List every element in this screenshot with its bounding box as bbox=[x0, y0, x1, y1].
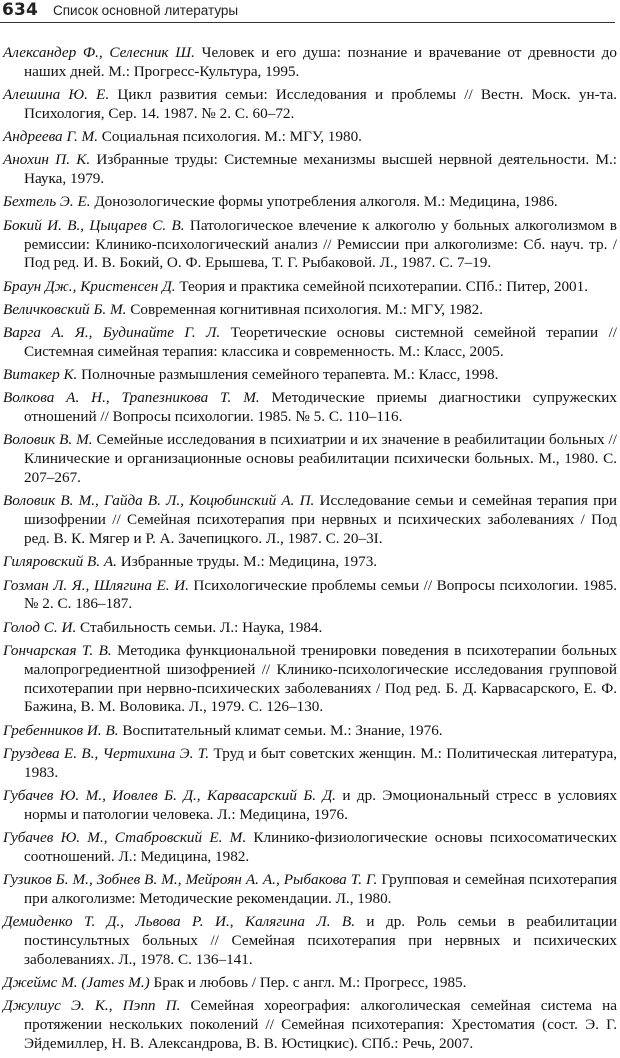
entry-authors: Величковский Б. М. bbox=[3, 300, 127, 318]
entry-text: Стабильность семьи. Л.: Наука, 1984. bbox=[76, 618, 323, 636]
page-number: 634 bbox=[2, 0, 39, 20]
entry-text: Донозологические формы употребления алкоголя. М.: Медицина, 1986. bbox=[90, 193, 558, 211]
entry-authors: Андреева Г. М. bbox=[3, 128, 98, 146]
entry-text: и др. Эмоциональный стресс в условиях нормы и патологии человека. Л.: Медицина, 1976. bbox=[24, 786, 617, 823]
entry-text: Психологические проблемы семьи // Вопросы психологии. 1985. № 2. С. 186–187. bbox=[24, 576, 618, 613]
entry-authors: Гузиков Б. М., Зобнев В. М., Мейроян А. А., Рыбакова Т. Г. bbox=[3, 871, 378, 889]
page-header bbox=[0, 0, 620, 24]
bibliography-entry bbox=[3, 553, 617, 572]
entry-text: Современная когнитивная психология. М.: МГУ, 1982. bbox=[126, 300, 484, 318]
bibliography-entry bbox=[3, 217, 617, 274]
entry-text: Теоретические основы системной семейной терапии // Системная симейная терапия: классика и современность. М.: Класс, 2005. bbox=[24, 324, 618, 360]
bibliography-entry bbox=[3, 151, 617, 189]
bibliography-entry bbox=[3, 301, 617, 320]
entry-authors: Губачев Ю. М., Стабровский Е. М. bbox=[3, 829, 247, 847]
bibliography-entry bbox=[3, 366, 617, 385]
bibliography-list bbox=[3, 44, 617, 1058]
bibliography-entry bbox=[3, 913, 617, 970]
bibliography-entry bbox=[3, 86, 617, 124]
bibliography-entry bbox=[3, 128, 617, 147]
bibliography-entry bbox=[3, 619, 617, 638]
entry-authors: Волкова А. Н., Трапезникова Т. М. bbox=[3, 389, 260, 407]
entry-text: Семейные исследования в психиатрии и их значение в реабилитации больных // Клинические и организационные основы реабилитации психически больных. М., 1980. С. 207–267. bbox=[24, 431, 617, 487]
bibliography-entry bbox=[3, 722, 617, 741]
entry-authors: Воловик В. М., Гайда В. Л., Коцюбинский А. П. bbox=[3, 492, 315, 510]
entry-authors: Гозман Л. Я., Шлягина Е. И. bbox=[3, 576, 189, 594]
entry-text: Избранные труды: Системные механизмы высшей нервной деятельности. М.: Наука, 1979. bbox=[24, 151, 617, 188]
bibliography-entry bbox=[3, 44, 617, 82]
bibliography-entry bbox=[3, 642, 617, 717]
header-rule bbox=[0, 22, 615, 23]
bibliography-entry bbox=[3, 871, 617, 909]
bibliography-entry bbox=[3, 492, 617, 549]
entry-text: Групповая и семейная психотерапия при алкоголизме: Методические рекомендации. Л., 1980. bbox=[24, 871, 617, 907]
entry-text: Воспитательный климат семьи. М.: Знание, 1976. bbox=[118, 721, 443, 739]
entry-authors: Груздева Е. В., Чертихина Э. Т. bbox=[3, 744, 210, 762]
entry-authors: Витакер К. bbox=[3, 366, 78, 384]
entry-text: Методические приемы диагностики супружеских отношений // Вопросы психологии. 1985. № 5. С. 110–116. bbox=[24, 389, 617, 426]
entry-authors: Браун Дж., Кристенсен Д. bbox=[3, 277, 176, 295]
entry-authors: Бокий И. В., Цыцарев С. В. bbox=[3, 216, 185, 234]
entry-authors: Гиляровский В. А. bbox=[3, 553, 117, 571]
entry-authors: Бехтель Э. Е. bbox=[3, 193, 91, 211]
entry-authors: Губачев Ю. М., Иовлев Б. Д., Карвасарский Б. Д. bbox=[3, 786, 336, 804]
bibliography-entry bbox=[3, 324, 617, 362]
entry-text: Семейная хореография: алкоголическая семейная система на протяжении нескольких поколений // Семейная психотерапия: Хрестоматия (сост. Э. Г. Эйдемиллер, Н. В. Александрова, В. В. Юстицкис). СПб.: Речь, 2007. bbox=[24, 997, 618, 1053]
entry-authors: Демиденко Т. Д., Львова Р. И., Калягина Л. В. bbox=[3, 913, 355, 931]
bibliography-entry bbox=[3, 389, 617, 427]
entry-authors: Александер Ф., Селесник Ш. bbox=[3, 44, 195, 61]
bibliography-entry bbox=[3, 745, 617, 783]
entry-text: Исследование семьи и семейная терапия при шизофрении // Семейная психотерапия при нервных и психических заболеваниях / Под ред. В. К. Мягер и Р. А. Зачепицкого. Л., 1987. С. 20–3I. bbox=[24, 492, 617, 548]
entry-authors: Воловик В. М. bbox=[3, 431, 93, 449]
entry-authors: Анохин П. К. bbox=[3, 151, 91, 169]
entry-text: Теория и практика семейной психотерапии. СПб.: Питер, 2001. bbox=[175, 277, 589, 295]
entry-authors: Джеймс М. (James M.) bbox=[3, 974, 150, 992]
entry-authors: Варга А. Я., Будинайте Г. Л. bbox=[3, 324, 221, 342]
entry-text: Методика функциональной тренировки поведения в психотерапии больных малопрогредиентной шизофренией // Клинико-психологические исследования групповой психотерапии при нервно-психических заболеваниях / Под ред. Б. Д. Карвасарского, Е. Ф. Бажина, В. М. Воловика. Л., 1979. С. 126–130. bbox=[24, 641, 617, 716]
entry-text: Клинико-физиологические основы психосоматических соотношений. Л.: Медицина, 1982. bbox=[24, 829, 618, 865]
entry-authors: Голод С. И. bbox=[3, 618, 77, 636]
bibliography-entry bbox=[3, 431, 617, 488]
entry-text: Человек и его душа: познание и врачевание от древности до наших дней. М.: Прогресс-Культура, 1995. bbox=[24, 44, 617, 80]
entry-authors: Гребенников И. В. bbox=[3, 721, 119, 739]
entry-text: Избранные труды. М.: Медицина, 1973. bbox=[116, 553, 378, 571]
entry-authors: Гончарская Т. В. bbox=[3, 641, 112, 659]
entry-authors: Алешина Ю. Е. bbox=[3, 86, 110, 104]
entry-text: Брак и любовь / Пер. с англ. М.: Прогресс, 1985. bbox=[149, 974, 467, 992]
bibliography-entry bbox=[3, 577, 617, 615]
bibliography-entry bbox=[3, 997, 617, 1054]
entry-text: Труд и быт советских женщин. М.: Политическая литература, 1983. bbox=[24, 744, 618, 781]
entry-authors: Джулиус Э. К., Пэпп П. bbox=[3, 997, 181, 1015]
bibliography-entry bbox=[3, 278, 617, 297]
running-title: Список основной литературы bbox=[53, 3, 239, 18]
bibliography-entry bbox=[3, 974, 617, 993]
entry-text: Цикл развития семьи: Исследования и проблемы // Вестн. Моск. ун-та. Психология, Сер. 14. 1987. № 2. С. 60–72. bbox=[24, 86, 617, 122]
bibliography-entry bbox=[3, 829, 617, 867]
bibliography-entry bbox=[3, 193, 617, 212]
entry-text: Патологическое влечение к алкоголю у больных алкоголизмом в ремиссии: Клинико-психологический анализ // Ремиссии при алкоголизме: Сб. науч. тр. / Под ред. И. В. Бокий, О. Ф. Ерышева, Т. Г. Рыбаковой. Л., 1987. С. 7–19. bbox=[24, 216, 617, 272]
entry-text: Полночные размышления семейного терапевта. М.: Класс, 1998. bbox=[77, 366, 499, 384]
bibliography-entry bbox=[3, 787, 617, 825]
entry-text: Социальная психология. М.: МГУ, 1980. bbox=[98, 128, 362, 146]
entry-text: и др. Роль семьи в реабилитации постинсультных больных // Семейная психотерапия при нервных и психических заболеваниях. Л., 1978. С. 136–141. bbox=[24, 913, 617, 968]
